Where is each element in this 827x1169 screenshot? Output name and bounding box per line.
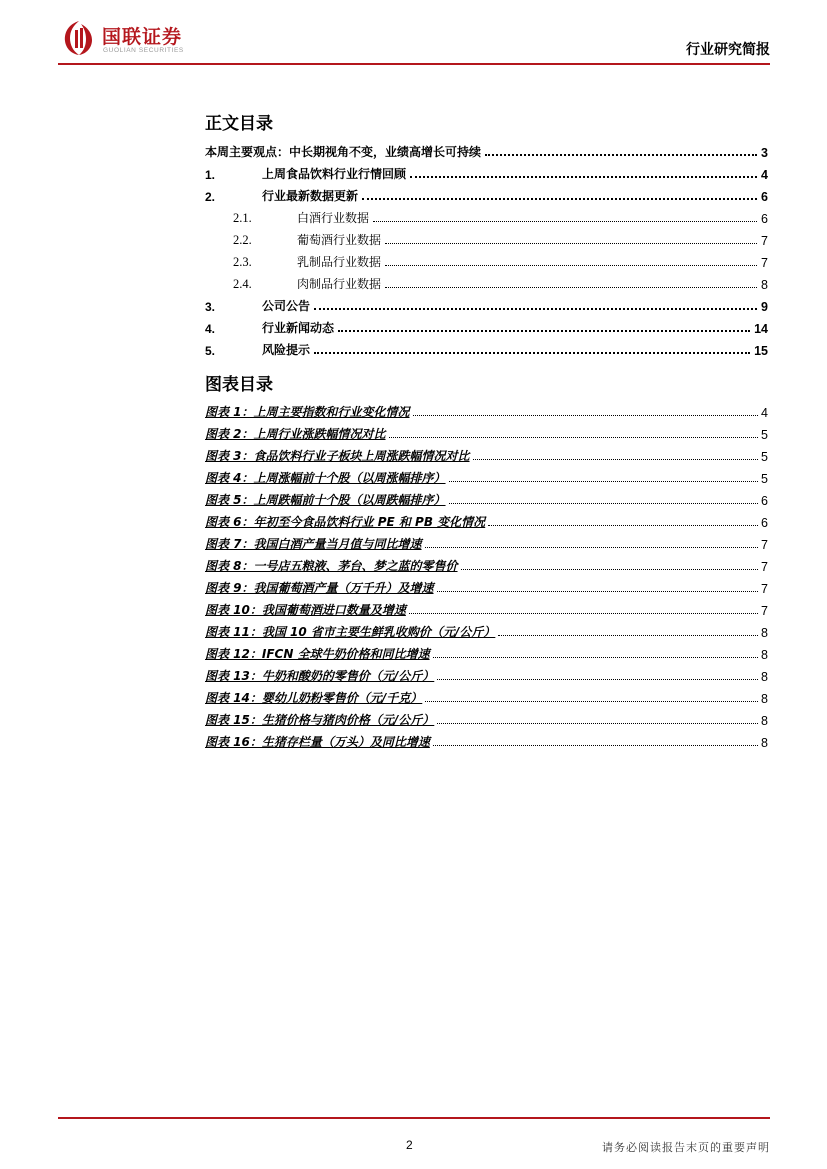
toc-entry-number: 1.	[205, 168, 216, 182]
figure-entry-text: 图表 11：我国 10 省市主要生鲜乳收购价（元/公斤）	[205, 625, 496, 639]
dot-leader	[473, 458, 759, 460]
toc-entry-text: 行业最新数据更新	[262, 189, 359, 203]
dot-leader	[498, 634, 758, 636]
figure-entry-page: 5	[761, 450, 768, 464]
toc-entry-text: 乳制品行业数据	[297, 255, 382, 269]
toc-entry-number: 2.3.	[233, 255, 252, 269]
dot-leader	[485, 153, 757, 156]
header-divider	[58, 63, 770, 65]
figure-entry-text: 图表 1：上周主要指数和行业变化情况	[205, 405, 410, 419]
figure-entry[interactable]	[205, 492, 768, 508]
toc-entry-text: 风险提示	[262, 343, 311, 357]
figure-entry-page: 8	[761, 736, 768, 750]
dot-leader	[362, 197, 757, 200]
toc-entry-page: 4	[761, 168, 768, 182]
dot-leader	[461, 568, 759, 570]
figure-entry[interactable]	[205, 536, 768, 552]
figure-entry[interactable]	[205, 470, 768, 486]
toc-entry[interactable]	[205, 342, 768, 358]
figure-entry-page: 8	[761, 670, 768, 684]
toc-title: 正文目录	[205, 114, 273, 134]
dot-leader	[385, 264, 757, 266]
toc-entry-page: 9	[761, 300, 768, 314]
figure-entry-page: 7	[761, 604, 768, 618]
footer-divider	[58, 1117, 770, 1119]
toc-entry-page: 7	[761, 256, 768, 270]
toc-entry-text: 白酒行业数据	[297, 211, 370, 225]
logo-chinese-text: 国联证券	[102, 26, 183, 48]
figure-entry-page: 8	[761, 648, 768, 662]
page-number: 2	[406, 1138, 413, 1152]
toc-entry-text: 葡萄酒行业数据	[297, 233, 382, 247]
figure-entry[interactable]	[205, 602, 768, 618]
figure-entry-text: 图表 10：我国葡萄酒进口数量及增速	[205, 603, 406, 617]
dot-leader	[433, 656, 758, 658]
toc-entry-text: 肉制品行业数据	[297, 277, 382, 291]
toc-entry-number: 3.	[205, 300, 216, 314]
figure-entry-text: 图表 4：上周涨幅前十个股（以周涨幅排序）	[205, 471, 446, 485]
figure-entry-page: 8	[761, 692, 768, 706]
toc-entry-number: 5.	[205, 344, 216, 358]
toc-entry[interactable]	[205, 298, 768, 314]
dot-leader	[449, 502, 759, 504]
figure-entry-text: 图表 12：IFCN 全球牛奶价格和同比增速	[205, 647, 430, 661]
figure-entry[interactable]	[205, 580, 768, 596]
figure-entry-page: 7	[761, 582, 768, 596]
dot-leader	[338, 329, 750, 332]
figure-entry-text: 图表 6：年初至今食品饮料行业 PE 和 PB 变化情况	[205, 515, 486, 529]
figure-entry-page: 7	[761, 560, 768, 574]
toc-entry-page: 6	[761, 190, 768, 204]
figure-entry[interactable]	[205, 448, 768, 464]
figure-entry-text: 图表 2：上周行业涨跌幅情况对比	[205, 427, 386, 441]
toc-entry-number: 2.2.	[233, 233, 252, 247]
figure-entry-text: 图表 5：上周跌幅前十个股（以周跌幅排序）	[205, 493, 446, 507]
dot-leader	[488, 524, 758, 526]
toc-subentry[interactable]	[233, 210, 768, 226]
dot-leader	[410, 175, 757, 178]
figure-entry-text: 图表 16：生猪存栏量（万头）及同比增速	[205, 735, 430, 749]
figure-entry-text: 图表 3：食品饮料行业子板块上周涨跌幅情况对比	[205, 449, 470, 463]
toc-entry-page: 6	[761, 212, 768, 226]
figure-entry[interactable]	[205, 690, 768, 706]
figure-entry-page: 5	[761, 472, 768, 486]
toc-entry[interactable]	[205, 188, 768, 204]
figure-entry-page: 6	[761, 516, 768, 530]
figure-entry-page: 8	[761, 626, 768, 640]
figures-title: 图表目录	[205, 375, 273, 395]
dot-leader	[314, 307, 757, 310]
toc-entry[interactable]	[205, 144, 768, 160]
toc-entry-text: 行业新闻动态	[262, 321, 335, 335]
dot-leader	[433, 744, 758, 746]
document-type-label: 行业研究简报	[686, 42, 770, 58]
logo-mark-icon	[62, 20, 96, 56]
figure-entry[interactable]	[205, 624, 768, 640]
figure-entry-page: 4	[761, 406, 768, 420]
figure-entry-page: 7	[761, 538, 768, 552]
dot-leader	[413, 414, 759, 416]
figure-entry[interactable]	[205, 404, 768, 420]
figure-entry-page: 8	[761, 714, 768, 728]
figure-entry-text: 图表 15：生猪价格与猪肉价格（元/公斤）	[205, 713, 435, 727]
dot-leader	[385, 286, 757, 288]
dot-leader	[437, 722, 758, 724]
figure-entry[interactable]	[205, 426, 768, 442]
dot-leader	[389, 436, 759, 438]
toc-entry[interactable]	[205, 166, 768, 182]
toc-entry-number: 2.1.	[233, 211, 252, 225]
dot-leader	[385, 242, 757, 244]
dot-leader	[425, 546, 759, 548]
page-header	[58, 18, 770, 64]
figure-entry[interactable]	[205, 712, 768, 728]
figure-entry-text: 图表 13：牛奶和酸奶的零售价（元/公斤）	[205, 669, 435, 683]
figure-entry-page: 6	[761, 494, 768, 508]
dot-leader	[314, 351, 750, 354]
footer-disclaimer: 请务必阅读报告末页的重要声明	[602, 1141, 770, 1154]
figure-entry[interactable]	[205, 558, 768, 574]
toc-subentry[interactable]	[233, 232, 768, 248]
figure-entry[interactable]	[205, 668, 768, 684]
toc-entry-text: 本周主要观点：中长期视角不变，业绩高增长可持续	[205, 145, 482, 159]
figure-entry[interactable]	[205, 514, 768, 530]
figure-entry-text: 图表 7：我国白酒产量当月值与同比增速	[205, 537, 422, 551]
toc-entry[interactable]	[205, 320, 768, 336]
figure-entry[interactable]	[205, 734, 768, 750]
toc-entry-number: 2.	[205, 190, 216, 204]
toc-entry-page: 7	[761, 234, 768, 248]
logo-english-text: GUOLIAN SECURITIES	[103, 47, 184, 54]
dot-leader	[409, 612, 758, 614]
toc-subentry[interactable]	[233, 254, 768, 270]
figure-entry-text: 图表 9：我国葡萄酒产量（万千升）及增速	[205, 581, 434, 595]
toc-entry-number: 2.4.	[233, 277, 252, 291]
figure-entry-text: 图表 14：婴幼儿奶粉零售价（元/千克）	[205, 691, 423, 705]
dot-leader	[449, 480, 759, 482]
toc-entry-page: 3	[761, 146, 768, 160]
figure-entry[interactable]	[205, 646, 768, 662]
figure-entry-page: 5	[761, 428, 768, 442]
toc-subentry[interactable]	[233, 276, 768, 292]
dot-leader	[425, 700, 758, 702]
dot-leader	[437, 678, 758, 680]
toc-entry-text: 上周食品饮料行业行情回顾	[262, 167, 407, 181]
toc-entry-page: 8	[761, 278, 768, 292]
toc-entry-number: 4.	[205, 322, 216, 336]
toc-entry-page: 14	[754, 322, 768, 336]
toc-entry-text: 公司公告	[262, 299, 311, 313]
figure-entry-text: 图表 8：一号店五粮液、茅台、梦之蓝的零售价	[205, 559, 458, 573]
dot-leader	[373, 220, 757, 222]
toc-entry-page: 15	[754, 344, 768, 358]
company-logo	[58, 18, 218, 60]
dot-leader	[437, 590, 759, 592]
